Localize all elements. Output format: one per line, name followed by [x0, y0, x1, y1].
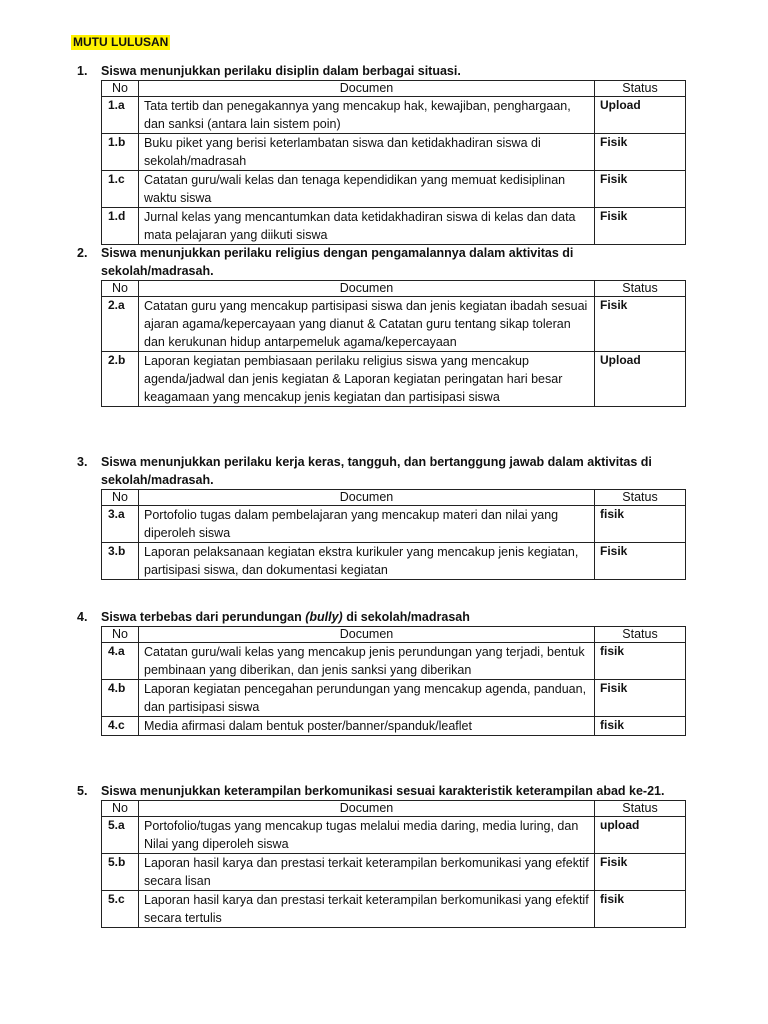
document-table [101, 80, 686, 245]
row-number: 3.b [102, 543, 139, 580]
row-number: 1.a [102, 97, 139, 134]
header-no: No [102, 81, 139, 97]
table-header-row [102, 81, 686, 97]
section-1 [77, 62, 689, 245]
table-row [102, 506, 686, 543]
header-documen: Documen [139, 801, 595, 817]
section-title: Siswa menunjukkan perilaku kerja keras, tangguh, dan bertanggung jawab dalam aktivitas di sekolah/madrasah. [101, 455, 652, 487]
header-documen: Documen [139, 627, 595, 643]
row-number: 2.a [102, 297, 139, 352]
section-3 [77, 453, 689, 580]
row-status: fisik [595, 643, 686, 680]
row-document: Jurnal kelas yang mencantumkan data ketidakhadiran siswa di kelas dan data mata pelajaran yang diikuti siswa [139, 208, 595, 245]
table-row [102, 97, 686, 134]
row-status: Fisik [595, 854, 686, 891]
section-title [101, 608, 689, 626]
row-document: Catatan guru/wali kelas dan tenaga kependidikan yang memuat kedisiplinan waktu siswa [139, 171, 595, 208]
document-table [101, 489, 686, 580]
row-number: 2.b [102, 352, 139, 407]
table-row [102, 643, 686, 680]
header-status: Status [595, 801, 686, 817]
table-row [102, 817, 686, 854]
header-no: No [102, 281, 139, 297]
section-title-emphasis: (bully) [305, 610, 343, 624]
section-heading [77, 608, 689, 626]
document-table [101, 280, 686, 407]
table-header-row [102, 490, 686, 506]
row-status: upload [595, 817, 686, 854]
row-number: 4.a [102, 643, 139, 680]
row-document: Tata tertib dan penegakannya yang mencakup hak, kewajiban, penghargaan, dan sanksi (antara lain sistem poin) [139, 97, 595, 134]
row-status: fisik [595, 891, 686, 928]
section-number: 5. [77, 784, 88, 798]
document-table [101, 626, 686, 736]
row-document: Laporan pelaksanaan kegiatan ekstra kurikuler yang mencakup jenis kegiatan, partisipasi siswa, dan dokumentasi kegiatan [139, 543, 595, 580]
page-title: MUTU LULUSAN [73, 35, 169, 49]
header-status: Status [595, 281, 686, 297]
table-row [102, 854, 686, 891]
row-status: Fisik [595, 680, 686, 717]
row-number: 5.b [102, 854, 139, 891]
section-2 [77, 244, 689, 407]
document-table [101, 800, 686, 928]
section-heading [77, 244, 689, 280]
header-no: No [102, 801, 139, 817]
table-header-row [102, 281, 686, 297]
table-row [102, 543, 686, 580]
row-status: Fisik [595, 543, 686, 580]
table-header-row [102, 801, 686, 817]
header-status: Status [595, 490, 686, 506]
section-number: 1. [77, 64, 88, 78]
row-number: 5.c [102, 891, 139, 928]
row-document: Buku piket yang berisi keterlambatan siswa dan ketidakhadiran siswa di sekolah/madrasah [139, 134, 595, 171]
row-document: Laporan hasil karya dan prestasi terkait keterampilan berkomunikasi yang efektif secara tertulis [139, 891, 595, 928]
row-status: Fisik [595, 134, 686, 171]
table-header-row [102, 627, 686, 643]
section-heading [77, 453, 689, 489]
header-no: No [102, 490, 139, 506]
header-documen: Documen [139, 490, 595, 506]
section-number: 3. [77, 455, 88, 469]
row-number: 3.a [102, 506, 139, 543]
row-status: Upload [595, 97, 686, 134]
section-4 [77, 608, 689, 736]
header-documen: Documen [139, 281, 595, 297]
table-row [102, 208, 686, 245]
row-document: Portofolio/tugas yang mencakup tugas melalui media daring, media luring, dan Nilai yang diperoleh siswa [139, 817, 595, 854]
section-heading [77, 782, 689, 800]
row-document: Laporan kegiatan pencegahan perundungan yang mencakup agenda, panduan, dan partisipasi siswa [139, 680, 595, 717]
section-5 [77, 782, 689, 928]
table-row [102, 171, 686, 208]
table-row [102, 352, 686, 407]
row-number: 1.d [102, 208, 139, 245]
header-status: Status [595, 81, 686, 97]
section-number: 2. [77, 246, 88, 260]
row-document: Catatan guru yang mencakup partisipasi siswa dan jenis kegiatan ibadah sesuai ajaran agama/kepercayaan yang dianut & Catatan guru tentang sikap toleran dan kerukunan hidup antarpemeluk agama/kepercayaan [139, 297, 595, 352]
row-number: 1.b [102, 134, 139, 171]
header-no: No [102, 627, 139, 643]
row-status: fisik [595, 506, 686, 543]
section-title: Siswa menunjukkan perilaku disiplin dalam berbagai situasi. [101, 64, 461, 78]
row-number: 1.c [102, 171, 139, 208]
row-document: Laporan hasil karya dan prestasi terkait keterampilan berkomunikasi yang efektif secara lisan [139, 854, 595, 891]
row-document: Laporan kegiatan pembiasaan perilaku religius siswa yang mencakup agenda/jadwal dan jenis kegiatan & Laporan kegiatan peringatan hari besar keagamaan yang mencakup jenis kegiatan dan partisipasi siswa [139, 352, 595, 407]
row-status: Upload [595, 352, 686, 407]
row-number: 4.c [102, 717, 139, 736]
section-title: Siswa menunjukkan perilaku religius dengan pengamalannya dalam aktivitas di sekolah/madrasah. [101, 246, 574, 278]
section-title-pre: Siswa terbebas dari perundungan [101, 610, 306, 624]
table-row [102, 680, 686, 717]
row-document: Media afirmasi dalam bentuk poster/banner/spanduk/leaflet [139, 717, 595, 736]
table-row [102, 134, 686, 171]
header-documen: Documen [139, 81, 595, 97]
table-row [102, 717, 686, 736]
section-number: 4. [77, 610, 88, 624]
table-row [102, 297, 686, 352]
section-heading [77, 62, 689, 80]
header-status: Status [595, 627, 686, 643]
section-title-post: di sekolah/madrasah [342, 610, 470, 624]
section-title: Siswa menunjukkan keterampilan berkomunikasi sesuai karakteristik keterampilan abad ke-21. [101, 784, 665, 798]
row-document: Portofolio tugas dalam pembelajaran yang mencakup materi dan nilai yang diperoleh siswa [139, 506, 595, 543]
row-number: 4.b [102, 680, 139, 717]
row-status: Fisik [595, 297, 686, 352]
row-number: 5.a [102, 817, 139, 854]
row-status: Fisik [595, 171, 686, 208]
table-row [102, 891, 686, 928]
row-status: fisik [595, 717, 686, 736]
row-status: Fisik [595, 208, 686, 245]
row-document: Catatan guru/wali kelas yang mencakup jenis perundungan yang terjadi, bentuk pembinaan yang diberikan, dan jenis sanksi yang diberikan [139, 643, 595, 680]
